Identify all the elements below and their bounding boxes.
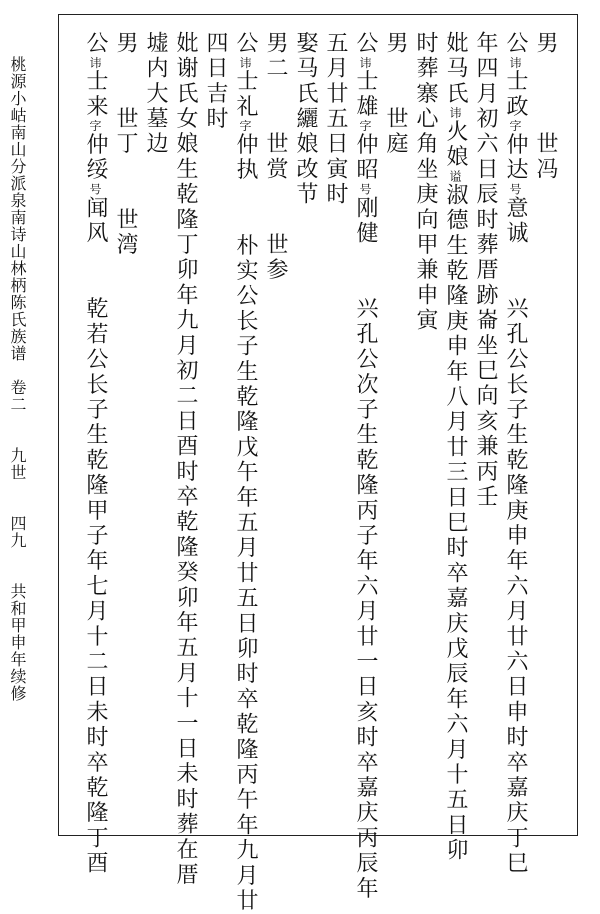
text-segment: 公	[83, 31, 108, 57]
text-segment: 时葬寨心角坐庚向甲兼申寅	[413, 31, 438, 334]
text-column	[141, 31, 169, 157]
text-segment: 士礼	[233, 69, 258, 120]
text-segment: 男	[533, 31, 558, 57]
text-segment: 闻风	[83, 196, 108, 247]
text-segment: 男	[113, 31, 138, 57]
text-column	[261, 31, 289, 283]
column-gap	[233, 183, 258, 233]
volume-label: 卷二	[8, 379, 27, 413]
annotation-marker: 字	[88, 119, 102, 133]
text-segment: 公	[233, 31, 258, 57]
annotation-marker: 字	[238, 119, 252, 133]
text-column	[291, 31, 319, 207]
text-segment: 兴孔公次子生乾隆丙子年六月廿一日亥时卒嘉庆丙辰年	[353, 296, 378, 902]
text-segment: 娶马氏纚娘改节	[293, 31, 318, 208]
text-column	[351, 31, 379, 902]
annotation-marker: 讳	[358, 56, 372, 70]
text-column	[441, 31, 469, 863]
text-segment: 妣马氏	[443, 31, 468, 107]
text-segment: 妣谢氏女娘生乾隆丁卯年九月初二日酉时卒乾隆癸卯年五月十一日未时葬在厝	[173, 31, 198, 888]
text-segment: 公	[503, 31, 528, 57]
annotation-marker: 讳	[88, 56, 102, 70]
column-gap	[533, 56, 558, 132]
generation-label: 九世	[8, 447, 27, 481]
text-column	[231, 31, 259, 914]
annotation-marker: 号	[88, 183, 102, 197]
text-segment: 世湾	[113, 207, 138, 258]
book-title: 桃源小岵南山分派泉南诗山林柄陈氏族谱	[8, 56, 27, 362]
annotation-marker: 字	[358, 119, 372, 133]
text-column	[321, 31, 349, 207]
text-segment: 仲昭	[353, 132, 378, 184]
text-segment: 世冯	[533, 131, 558, 183]
column-gap	[503, 246, 528, 296]
column-gap	[263, 182, 288, 232]
text-segment: 仲绥	[83, 132, 108, 184]
text-segment: 火娘	[443, 119, 468, 171]
annotation-marker: 谥	[448, 170, 462, 184]
text-segment: 世参	[263, 232, 288, 284]
text-segment: 意诚	[503, 196, 528, 247]
annotation-marker: 讳	[448, 106, 462, 120]
text-segment: 墟内大墓边	[143, 31, 168, 157]
text-column	[471, 31, 499, 510]
text-segment: 士雄	[353, 69, 378, 120]
column-gap	[383, 56, 408, 106]
annotation-marker: 字	[508, 119, 522, 133]
column-gap	[83, 246, 108, 296]
text-column	[81, 31, 109, 876]
edition-label: 共和甲申年续修	[8, 583, 27, 702]
text-segment: 四日吉时	[203, 31, 228, 132]
text-segment: 淑德生乾隆庚申年八月廿三日巳时卒嘉庆戊辰年六月十五日卯	[443, 183, 468, 864]
column-gap	[113, 157, 138, 207]
text-segment: 乾若公长子生乾隆甲子年七月十二日未时卒乾隆丁酉	[83, 296, 108, 877]
text-segment: 朴实公长子生乾隆戊午年五月廿五日卯时卒乾隆丙午年九月廿	[233, 233, 258, 914]
page-frame	[58, 14, 578, 914]
annotation-marker: 号	[508, 183, 522, 197]
text-segment: 男	[383, 31, 408, 57]
text-segment: 世赏	[263, 131, 288, 183]
column-gap	[113, 56, 138, 106]
text-column	[111, 31, 139, 258]
text-column	[381, 31, 409, 157]
annotation-marker: 讳	[508, 56, 522, 70]
text-column	[501, 31, 529, 876]
text-segment: 仲执	[233, 132, 258, 184]
text-column	[171, 31, 199, 888]
text-segment: 世丁	[113, 106, 138, 158]
text-segment: 公	[353, 31, 378, 57]
text-column	[531, 31, 559, 182]
text-segment: 刚健	[353, 196, 378, 247]
column-gap	[263, 81, 288, 131]
text-column	[201, 31, 229, 132]
text-segment: 士政	[503, 69, 528, 120]
page-number: 四九	[8, 515, 27, 549]
text-segment: 士来	[83, 69, 108, 120]
text-segment: 年四月初六日辰时葬厝跡崙坐巳向亥兼丙壬	[473, 31, 498, 510]
annotation-marker: 讳	[238, 56, 252, 70]
text-segment: 男二	[263, 31, 288, 82]
text-segment: 五月廿五日寅时	[323, 31, 348, 208]
text-column	[411, 31, 439, 333]
margin-column	[4, 56, 30, 702]
text-segment: 兴孔公长子生乾隆庚申年六月廿六日申时卒嘉庆丁巳	[503, 296, 528, 877]
column-gap	[353, 246, 378, 296]
annotation-marker: 号	[358, 183, 372, 197]
text-segment: 仲达	[503, 132, 528, 184]
text-segment: 世庭	[383, 106, 408, 158]
